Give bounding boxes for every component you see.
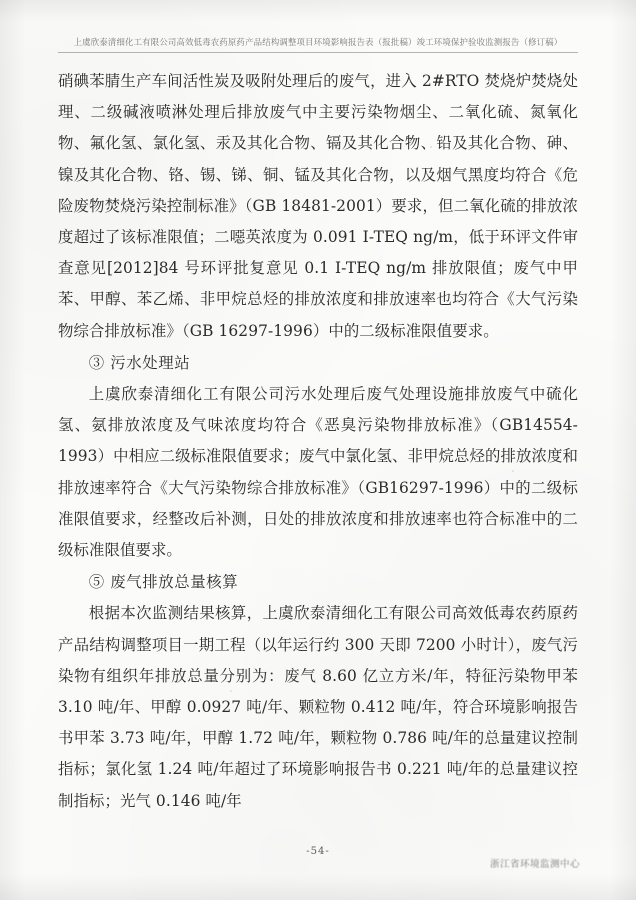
scan-edge-shadow-bottom (0, 874, 636, 900)
paragraph-incinerator-emissions: 硝碘苯腈生产车间活性炭及吸附处理后的废气，进入 2#RTO 焚烧炉焚烧处理、二级碱液喷淋处理后排放废气中主要污染物烟尘、二氧化硫、氮氧化物、氟化氢、氯化氢、汞及其化合物、镉及其化合物、铅及其化合物、砷、镍及其化合物、铬、锡、锑、铜、锰及其化合物，以及烟气黑度均符合《危险废物焚烧污染控制标准》（GB 18481-2001）要求，但二氧化硫的排放浓度超过了该标准限值；二噁英浓度为 0.091 I-TEQ ng/m，低于环评文件审查意见[2012]84 号环评批复意见 0.1 I-TEQ ng/m 排放限值；废气中甲苯、甲醇、苯乙烯、非甲烷总烃的排放浓度和排放速率也均符合《大气污染物综合排放标准》（GB 16297-1996）中的二级标准限值要求。 (58, 72, 578, 340)
paragraph-wastewater-emissions: 上虞欣泰清细化工有限公司污水处理后废气处理设施排放废气中硫化氢、氨排放浓度及气味浓度均符合《恶臭污染物排放标准》（GB14554-1993）中相应二级标准限值要求；废气中氯化氢、非甲烷总烃的排放浓度和排放速率符合《大气污染物综合排放标准》（GB16297-1996）中的二级标准限值要求，经整改后补测，日处的排放浓度和排放速率也符合标准中的二级标准限值要求。 (58, 385, 578, 560)
footer-organization: 浙江省环境监测中心 (490, 859, 580, 870)
page-header: 上虞欣泰清细化工有限公司高效低毒农药原药产品结构调整项目环境影响报告表（报批稿）竣工环境保护验收监测报告（修订稿） (73, 37, 563, 47)
scan-edge-shadow-left (0, 0, 26, 900)
heading-total-emission-accounting: ⑤ 废气排放总量核算 (88, 573, 239, 592)
scan-speck (512, 470, 514, 472)
paragraph-total-emission-accounting: 根据本次监测结果核算，上虞欣泰清细化工有限公司高效低毒农药原药产品结构调整项目一期工程（以年运行约 300 天即 7200 小时计），废气污染物有组织年排放总量分别为：废气 8.60 亿立方米/年，特征污染物甲苯 3.10 吨/年、甲醇 0.0927 吨/年、颗粒物 0.412 吨/年，符合环境影响报告书甲苯 3.73 吨/年，甲醇 1.72 吨/年，颗粒物 0.786 吨/年的总量建议控制指标；氯化氢 1.24 吨/年超过了环境影响报告书 0.221 吨/年的总量建议控制指标；光气 0.146 吨/年 (58, 604, 578, 810)
scan-speck (96, 300, 98, 302)
scan-speck (230, 690, 232, 692)
heading-wastewater-station: ③ 污水处理站 (88, 353, 191, 372)
header-divider (58, 52, 578, 53)
scan-edge-shadow-top (0, 0, 636, 22)
scan-edge-shadow-right (610, 0, 636, 900)
document-body (58, 66, 578, 818)
scan-speck (430, 146, 432, 148)
page-number: -54- (306, 846, 330, 857)
